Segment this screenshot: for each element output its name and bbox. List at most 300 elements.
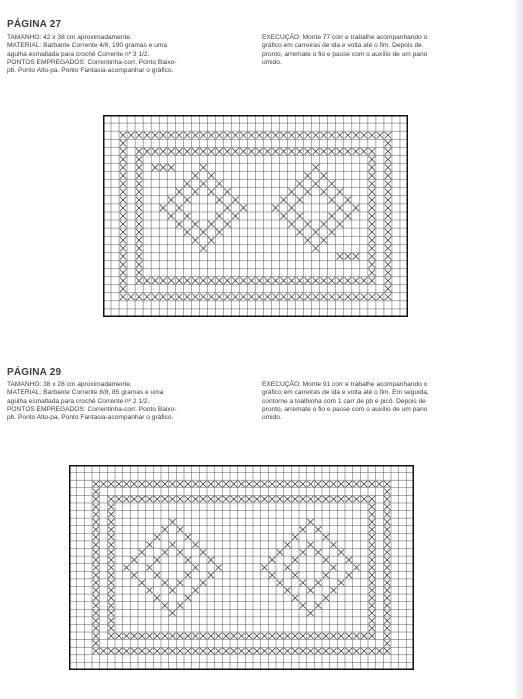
stitch-cross [330, 496, 336, 502]
stitch-cross [369, 277, 375, 283]
stitch-cross [108, 648, 114, 654]
stitch-cross [93, 640, 99, 646]
stitch-cross [256, 148, 262, 154]
stitch-cross [321, 277, 327, 283]
stitch-cross [246, 633, 252, 639]
stitch-cross [224, 148, 230, 154]
stitch-cross [312, 180, 318, 186]
stitch-cross [330, 587, 336, 593]
stitch-cross [338, 648, 344, 654]
stitch-cross [307, 648, 313, 654]
stitch-cross [123, 565, 129, 571]
stitch-cross [177, 496, 183, 502]
stitch-cross [168, 148, 174, 154]
stitch-cross [337, 294, 343, 300]
stitch-cross [384, 549, 390, 555]
stitch-cross [185, 648, 191, 654]
stitch-cross [231, 633, 237, 639]
stitch-cross [208, 557, 214, 563]
stitch-cross [120, 261, 126, 267]
stitch-cross [192, 237, 198, 243]
stitch-cross [385, 172, 391, 178]
stitch-cross [108, 618, 114, 624]
stitch-cross [136, 197, 142, 203]
stitch-cross [208, 633, 214, 639]
stitch-cross [232, 277, 238, 283]
stitch-cross [224, 221, 230, 227]
stitch-cross [136, 294, 142, 300]
stitch-cross [136, 189, 142, 195]
stitch-cross [345, 148, 351, 154]
stitch-cross [300, 602, 306, 608]
stitch-cross [321, 237, 327, 243]
stitch-cross [192, 277, 198, 283]
stitch-cross [315, 602, 321, 608]
stitch-cross [169, 481, 175, 487]
stitch-cross [384, 625, 390, 631]
stitch-cross [208, 572, 214, 578]
stitch-cross [292, 534, 298, 540]
crochet-chart-pagina-27 [103, 115, 408, 317]
stitch-cross [208, 132, 214, 138]
stitch-cross [200, 245, 206, 251]
stitch-cross [208, 237, 214, 243]
stitch-cross [254, 648, 260, 654]
execution-text-pagina-27 [262, 34, 427, 67]
stitch-cross [93, 587, 99, 593]
stitch-cross [384, 633, 390, 639]
stitch-cross [168, 164, 174, 170]
stitch-cross [139, 496, 145, 502]
stitch-cross [146, 542, 152, 548]
stitch-cross [216, 213, 222, 219]
stitch-cross [116, 496, 122, 502]
stitch-cross [288, 221, 294, 227]
stitch-cross [93, 602, 99, 608]
stitch-cross [185, 572, 191, 578]
stitch-cross [321, 148, 327, 154]
stitch-cross [269, 648, 275, 654]
stitch-cross [337, 132, 343, 138]
materials-text-pagina-27 [7, 34, 177, 75]
stitch-cross [385, 245, 391, 251]
stitch-cross [185, 595, 191, 601]
stitch-cross [93, 625, 99, 631]
stitch-cross [384, 511, 390, 517]
stitch-cross [216, 132, 222, 138]
stitch-cross [329, 277, 335, 283]
stitch-cross [269, 481, 275, 487]
stitch-cross [280, 213, 286, 219]
stitch-cross [346, 633, 352, 639]
stitch-cross [139, 549, 145, 555]
stitch-cross [353, 565, 359, 571]
stitch-cross [296, 132, 302, 138]
stitch-cross [346, 557, 352, 563]
stitch-cross [272, 205, 278, 211]
text-line: MATERIAL: Barbante Corrente 8/8, 85 gramas e uma [7, 389, 164, 397]
text-line: úmido. [262, 414, 282, 422]
stitch-cross [385, 156, 391, 162]
stitch-cross [100, 481, 106, 487]
stitch-cross [208, 481, 214, 487]
stitch-cross [123, 633, 129, 639]
stitch-cross [288, 189, 294, 195]
stitch-cross [385, 205, 391, 211]
stitch-cross [337, 277, 343, 283]
stitch-cross [353, 132, 359, 138]
stitch-cross [296, 277, 302, 283]
stitch-cross [223, 496, 229, 502]
stitch-cross [184, 229, 190, 235]
stitch-cross [385, 253, 391, 259]
stitch-cross [304, 148, 310, 154]
stitch-cross [280, 197, 286, 203]
stitch-cross [261, 481, 267, 487]
stitch-cross [385, 221, 391, 227]
stitch-cross [385, 229, 391, 235]
stitch-cross [131, 496, 137, 502]
stitch-cross [169, 587, 175, 593]
stitch-cross [264, 294, 270, 300]
stitch-cross [384, 557, 390, 563]
stitch-cross [177, 549, 183, 555]
stitch-cross [139, 580, 145, 586]
stitch-cross [152, 132, 158, 138]
stitch-cross [384, 534, 390, 540]
stitch-cross [261, 565, 267, 571]
stitch-cross [232, 148, 238, 154]
stitch-cross [329, 132, 335, 138]
stitch-cross [108, 481, 114, 487]
stitch-cross [369, 148, 375, 154]
stitch-cross [369, 527, 375, 533]
stitch-marks [93, 481, 390, 654]
stitch-cross [288, 294, 294, 300]
stitch-cross [384, 602, 390, 608]
stitch-cross [177, 527, 183, 533]
stitch-cross [346, 648, 352, 654]
stitch-cross [192, 148, 198, 154]
stitch-cross [128, 294, 134, 300]
stitch-cross [385, 164, 391, 170]
stitch-cross [315, 580, 321, 586]
stitch-cross [338, 496, 344, 502]
stitch-cross [280, 277, 286, 283]
stitch-cross [232, 197, 238, 203]
stitch-cross [176, 148, 182, 154]
stitch-cross [200, 277, 206, 283]
stitch-cross [238, 481, 244, 487]
stitch-cross [337, 205, 343, 211]
stitch-cross [200, 148, 206, 154]
stitch-cross [223, 633, 229, 639]
stitch-cross [93, 618, 99, 624]
stitch-cross [162, 527, 168, 533]
stitch-cross [384, 572, 390, 578]
stitch-cross [120, 213, 126, 219]
stitch-cross [120, 205, 126, 211]
stitch-cross [369, 164, 375, 170]
stitch-cross [304, 237, 310, 243]
stitch-cross [369, 618, 375, 624]
stitch-cross [160, 205, 166, 211]
stitch-cross [345, 253, 351, 259]
stitch-cross [346, 496, 352, 502]
stitch-cross [277, 549, 283, 555]
stitch-cross [312, 132, 318, 138]
stitch-cross [369, 156, 375, 162]
stitch-cross [231, 496, 237, 502]
stitch-cross [108, 496, 114, 502]
stitch-cross [248, 132, 254, 138]
stitch-cross [300, 496, 306, 502]
stitch-cross [345, 132, 351, 138]
stitch-cross [136, 221, 142, 227]
stitch-cross [160, 132, 166, 138]
stitch-cross [384, 580, 390, 586]
stitch-cross [384, 542, 390, 548]
stitch-cross [315, 527, 321, 533]
stitch-cross [248, 277, 254, 283]
stitch-cross [330, 565, 336, 571]
stitch-cross [261, 648, 267, 654]
stitch-cross [315, 648, 321, 654]
stitch-cross [120, 285, 126, 291]
stitch-cross [136, 229, 142, 235]
stitch-cross [338, 580, 344, 586]
stitch-cross [162, 633, 168, 639]
stitch-cross [208, 221, 214, 227]
stitch-cross [120, 221, 126, 227]
stitch-cross [304, 189, 310, 195]
stitch-cross [162, 580, 168, 586]
stitch-cross [116, 481, 122, 487]
stitch-cross [154, 534, 160, 540]
stitch-cross [385, 294, 391, 300]
stitch-cross [93, 504, 99, 510]
stitch-cross [353, 205, 359, 211]
stitch-cross [277, 496, 283, 502]
stitch-cross [223, 648, 229, 654]
stitch-cross [385, 277, 391, 283]
stitch-cross [369, 602, 375, 608]
stitch-cross [93, 527, 99, 533]
stitch-cross [144, 294, 150, 300]
stitch-cross [292, 557, 298, 563]
stitch-cross [369, 197, 375, 203]
stitch-cross [216, 277, 222, 283]
stitch-cross [384, 527, 390, 533]
stitch-cross [369, 625, 375, 631]
stitch-cross [136, 156, 142, 162]
stitch-cross [345, 213, 351, 219]
text-line: pronto, arremate o fio e passe com o auxílio de um pano [262, 405, 428, 413]
stitch-cross [353, 496, 359, 502]
stitch-cross [307, 496, 313, 502]
stitch-cross [192, 294, 198, 300]
stitch-cross [120, 132, 126, 138]
stitch-cross [231, 648, 237, 654]
stitch-cross [238, 496, 244, 502]
stitch-cross [192, 132, 198, 138]
stitch-cross [385, 269, 391, 275]
stitch-cross [184, 148, 190, 154]
stitch-cross [353, 633, 359, 639]
stitch-cross [307, 610, 313, 616]
stitch-cross [369, 572, 375, 578]
stitch-cross [369, 269, 375, 275]
stitch-cross [176, 277, 182, 283]
stitch-cross [300, 549, 306, 555]
stitch-cross [169, 648, 175, 654]
stitch-cross [139, 481, 145, 487]
stitch-cross [284, 648, 290, 654]
stitch-cross [108, 580, 114, 586]
stitch-cross [346, 572, 352, 578]
text-line: EXECUÇÃO: Monte 91 corr e trabalhe acompanhando o [262, 381, 428, 388]
stitch-cross [200, 294, 206, 300]
stitch-cross [108, 511, 114, 517]
stitch-cross [376, 481, 382, 487]
stitch-cross [312, 294, 318, 300]
stitch-cross [160, 148, 166, 154]
stitch-cross [277, 481, 283, 487]
stitch-cross [176, 189, 182, 195]
stitch-cross [93, 534, 99, 540]
stitch-cross [93, 572, 99, 578]
stitch-cross [384, 481, 390, 487]
stitch-cross [361, 496, 367, 502]
stitch-cross [277, 648, 283, 654]
stitch-cross [136, 245, 142, 251]
stitch-cross [162, 648, 168, 654]
stitch-cross [369, 189, 375, 195]
stitch-cross [369, 519, 375, 525]
stitch-cross [108, 527, 114, 533]
stitch-cross [369, 610, 375, 616]
stitch-cross [116, 648, 122, 654]
stitch-cross [224, 205, 230, 211]
stitch-cross [345, 277, 351, 283]
stitch-cross [108, 633, 114, 639]
stitch-cross [240, 148, 246, 154]
stitch-cross [292, 572, 298, 578]
stitch-cross [208, 277, 214, 283]
stitch-cross [300, 633, 306, 639]
stitch-cross [232, 213, 238, 219]
text-line: TAMANHO: 38 x 28 cm aproximadamente. [7, 381, 132, 388]
stitch-cross [296, 229, 302, 235]
stitch-cross [384, 504, 390, 510]
stitch-cross [256, 294, 262, 300]
stitch-cross [146, 587, 152, 593]
stitch-cross [361, 148, 367, 154]
stitch-cross [176, 205, 182, 211]
stitch-cross [168, 277, 174, 283]
stitch-cross [169, 610, 175, 616]
stitch-cross [240, 205, 246, 211]
stitch-cross [120, 156, 126, 162]
stitch-cross [292, 481, 298, 487]
stitch-cross [315, 481, 321, 487]
grid-lines [103, 115, 408, 317]
section-title-pagina-29: PÁGINA 29 [7, 367, 62, 378]
stitch-cross [315, 633, 321, 639]
text-line: TAMANHO: 42 x 38 cm aproximadamente. [7, 34, 132, 41]
stitch-cross [315, 496, 321, 502]
stitch-cross [120, 180, 126, 186]
text-line: contorne a toalhinha com 1 carr de pb e picô. Depois de [262, 397, 426, 405]
stitch-cross [280, 132, 286, 138]
stitch-cross [154, 557, 160, 563]
stitch-cross [93, 633, 99, 639]
stitch-cross [208, 172, 214, 178]
stitch-cross [184, 294, 190, 300]
stitch-cross [208, 294, 214, 300]
stitch-cross [160, 294, 166, 300]
stitch-cross [154, 648, 160, 654]
stitch-cross [184, 180, 190, 186]
stitch-cross [338, 633, 344, 639]
stitch-cross [136, 261, 142, 267]
section-title-pagina-27: PÁGINA 27 [7, 19, 62, 30]
stitch-cross [120, 148, 126, 154]
stitch-cross [337, 189, 343, 195]
stitch-cross [369, 481, 375, 487]
stitch-cross [369, 180, 375, 186]
stitch-cross [162, 602, 168, 608]
stitch-cross [108, 549, 114, 555]
stitch-cross [280, 148, 286, 154]
stitch-cross [208, 189, 214, 195]
stitch-cross [128, 132, 134, 138]
stitch-cross [256, 132, 262, 138]
stitch-cross [321, 294, 327, 300]
stitch-cross [200, 549, 206, 555]
stitch-cross [146, 496, 152, 502]
stitch-cross [185, 496, 191, 502]
stitch-cross [192, 633, 198, 639]
stitch-cross [312, 164, 318, 170]
stitch-cross [337, 221, 343, 227]
stitch-cross [192, 172, 198, 178]
stitch-cross [369, 253, 375, 259]
stitch-cross [248, 148, 254, 154]
text-line: PONTOS EMPREGADOS: Correntinha-corr. Ponto Baixo- [7, 58, 177, 66]
stitch-cross [192, 221, 198, 227]
stitch-cross [312, 148, 318, 154]
text-line: PONTOS EMPREGADOS: Correntinha-corr. Ponto Baixo- [7, 405, 177, 413]
stitch-cross [200, 496, 206, 502]
stitch-cross [329, 229, 335, 235]
stitch-cross [376, 648, 382, 654]
stitch-cross [254, 633, 260, 639]
stitch-cross [369, 534, 375, 540]
stitch-cross [120, 277, 126, 283]
stitch-cross [369, 221, 375, 227]
stitch-cross [177, 633, 183, 639]
stitch-cross [176, 294, 182, 300]
stitch-cross [168, 294, 174, 300]
stitch-cross [284, 481, 290, 487]
stitch-cross [144, 277, 150, 283]
stitch-cross [269, 633, 275, 639]
stitch-cross [254, 481, 260, 487]
stitch-cross [304, 172, 310, 178]
stitch-cross [185, 481, 191, 487]
stitch-cross [224, 277, 230, 283]
